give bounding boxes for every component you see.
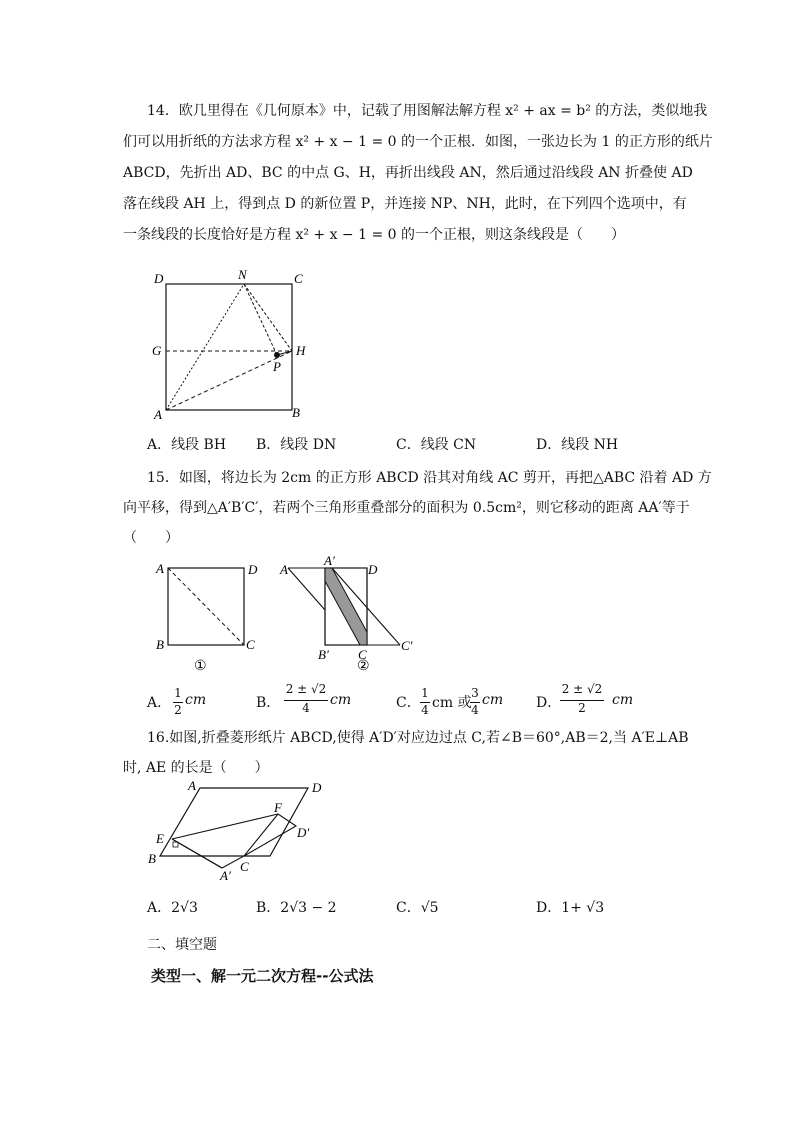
label-d: D	[312, 780, 322, 795]
q14-line-1: 14．欧几里得在《几何原本》中，记载了用图解法解方程 x² + ax = b² 的方法，类似地我	[147, 103, 708, 119]
q14-line-2: 们可以用折纸的方法求方程 x² + x − 1 = 0 的一个正根．如图，一张边长为 1 的正方形的纸片	[123, 134, 713, 150]
fig2-number: ②	[357, 659, 370, 674]
q14-option-a: A．线段 BH	[147, 437, 227, 453]
line-nh	[244, 284, 292, 351]
line-an	[166, 284, 244, 410]
q16-figure	[140, 778, 330, 888]
q14-option-b: B．线段 DN	[256, 437, 337, 453]
label-b: B	[292, 405, 300, 420]
q16-option-d: D．1+ √3	[536, 900, 605, 916]
q14-option-c: C．线段 CN	[396, 437, 477, 453]
label-f: F	[274, 800, 282, 815]
rhombus-abcd	[160, 788, 308, 856]
point-p	[274, 352, 280, 358]
label-d2: D′	[297, 825, 310, 840]
q15-line-1: 15．如图，将边长为 2cm 的正方形 ABCD 沿其对角线 AC 剪开，再把△ABC 沿着 AD 方	[147, 470, 712, 486]
fig1-label-b: B	[156, 637, 164, 652]
q14-line-3: ABCD，先折出 AD、BC 的中点 G、H，再折出线段 AN，然后通过沿线段 AN 折叠使 AD	[123, 165, 693, 181]
q16-option-a: A．2√3	[147, 900, 198, 916]
square-abcd	[166, 284, 292, 410]
fig2-label-c: C	[358, 647, 367, 662]
label-a2: A′	[220, 868, 231, 883]
line-np	[244, 284, 277, 355]
label-d: D	[154, 271, 164, 286]
shaded-overlap	[325, 568, 367, 645]
q16-line-1: 16.如图,折叠菱形纸片 ABCD,使得 A′D′对应边过点 C,若∠B＝60°,AB＝2,当 A′E⊥AB	[147, 730, 689, 746]
label-a: A	[154, 407, 162, 422]
q14-figure	[140, 262, 320, 422]
q16-line-2: 时, AE 的长是（ ）	[123, 760, 269, 776]
fig1-label-c: C	[246, 637, 255, 652]
q15-figure-1	[150, 558, 270, 676]
q15-line-2: 向平移，得到△A′B′C′，若两个三角形重叠部分的面积为 0.5cm²，则它移动的距离 AA′等于	[123, 500, 690, 516]
label-n: N	[238, 267, 247, 282]
fig2-label-a: A	[280, 562, 288, 577]
q14-option-d: D．线段 NH	[536, 437, 619, 453]
label-h: H	[296, 343, 306, 358]
q15-line-3: （ ）	[123, 530, 179, 546]
q15-figure-2	[272, 552, 432, 676]
fig2-label-c2: C′	[401, 638, 413, 653]
label-b: B	[148, 851, 156, 866]
diagonal-ac	[168, 568, 244, 645]
section-title: 二、填空题	[147, 937, 217, 953]
label-p: P	[273, 359, 281, 374]
right-angle-mark	[173, 842, 178, 847]
label-g: G	[152, 343, 162, 358]
q14-line-4: 落在线段 AH 上，得到点 D 的新位置 P，并连接 NP、NH，此时，在下列四个选项中，有	[123, 196, 687, 212]
fig1-label-d: D	[248, 562, 258, 577]
line-a-diag	[288, 568, 325, 610]
label-a: A	[188, 778, 196, 793]
label-e: E	[156, 831, 164, 846]
line-ea2	[172, 839, 222, 868]
fig2-label-d: D	[368, 562, 378, 577]
fig2-label-a2: A′	[324, 553, 335, 568]
q16-option-c: C．√5	[396, 900, 439, 916]
line-ef	[172, 814, 278, 839]
label-c: C	[294, 271, 303, 286]
section-subtitle: 类型一、解一元二次方程--公式法	[151, 967, 374, 985]
fig1-label-a: A	[156, 561, 164, 576]
fig1-number: ①	[194, 659, 207, 674]
folded-part	[172, 814, 296, 868]
q14-line-5: 一条线段的长度恰好是方程 x² + x − 1 = 0 的一个正根，则这条线段是（ ）	[123, 227, 626, 243]
q16-option-b: B．2√3 − 2	[256, 900, 337, 916]
fig2-label-b2: B′	[318, 647, 329, 662]
label-c: C	[240, 859, 249, 874]
